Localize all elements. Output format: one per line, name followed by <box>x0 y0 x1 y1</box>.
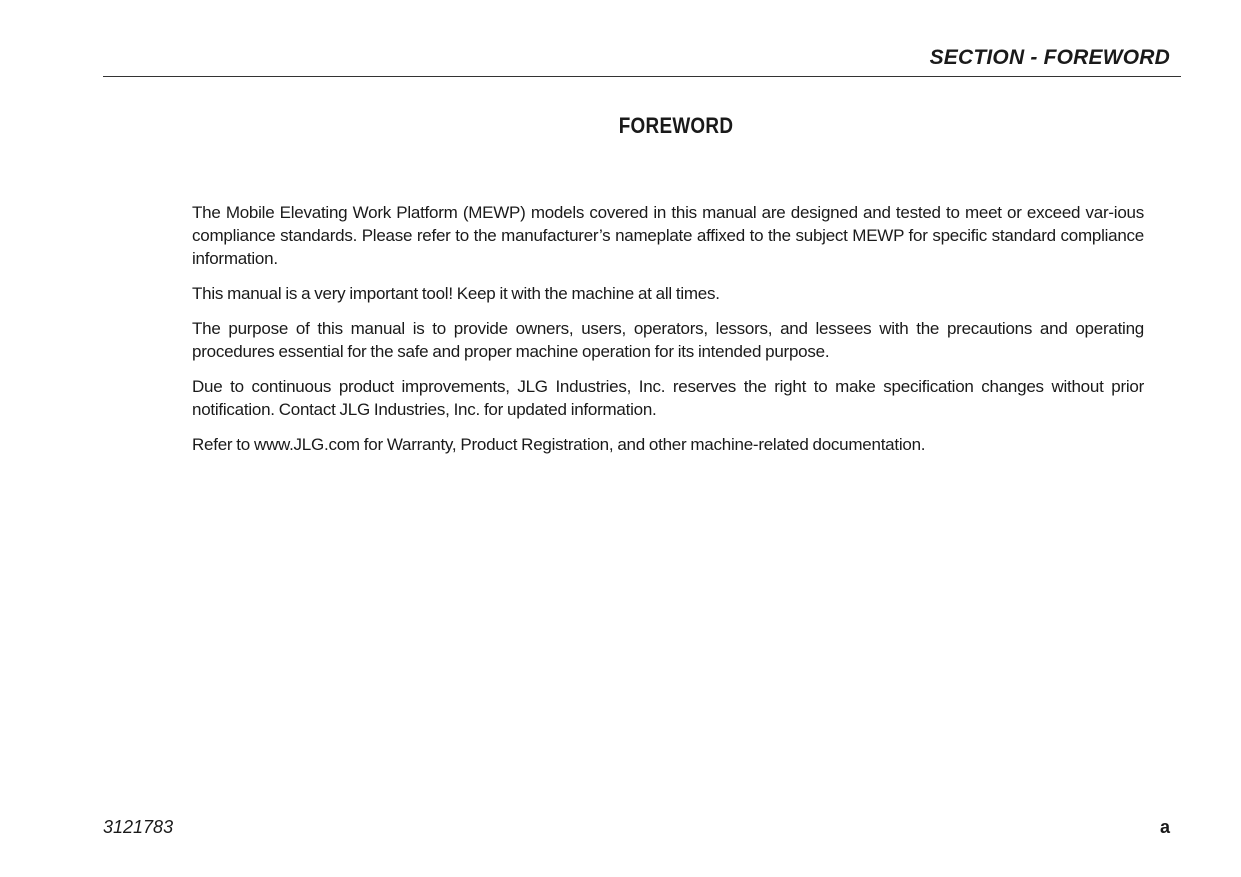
document-number: 3121783 <box>103 817 174 837</box>
paragraph-important-tool: This manual is a very important tool! Keep it with the machine at all times. <box>192 284 720 303</box>
paragraph-improvements: Due to continuous product improvements, JLG Industries, Inc. reserves the right to make specification changes without prior notification. Contact JLG Industries, Inc. for updated information. <box>192 377 1144 419</box>
header-divider <box>103 76 1181 77</box>
foreword-body <box>192 201 1144 468</box>
page-number: a <box>1159 817 1170 837</box>
section-header: SECTION - FOREWORD <box>929 46 1170 69</box>
paragraph-website: Refer to www.JLG.com for Warranty, Product Registration, and other machine-related documentation. <box>192 435 926 454</box>
page-title: FOREWORD <box>618 113 734 138</box>
paragraph-purpose: The purpose of this manual is to provide owners, users, operators, lessors, and lessees with the precautions and operating procedures essential for the safe and proper machine operation for its intended purpose. <box>192 319 1144 361</box>
paragraph-compliance: The Mobile Elevating Work Platform (MEWP) models covered in this manual are designed and tested to meet or exceed var-ious compliance standards. Please refer to the manufacturer’s nameplate affixed to the subject MEWP for specific standard compliance information. <box>192 203 1144 268</box>
